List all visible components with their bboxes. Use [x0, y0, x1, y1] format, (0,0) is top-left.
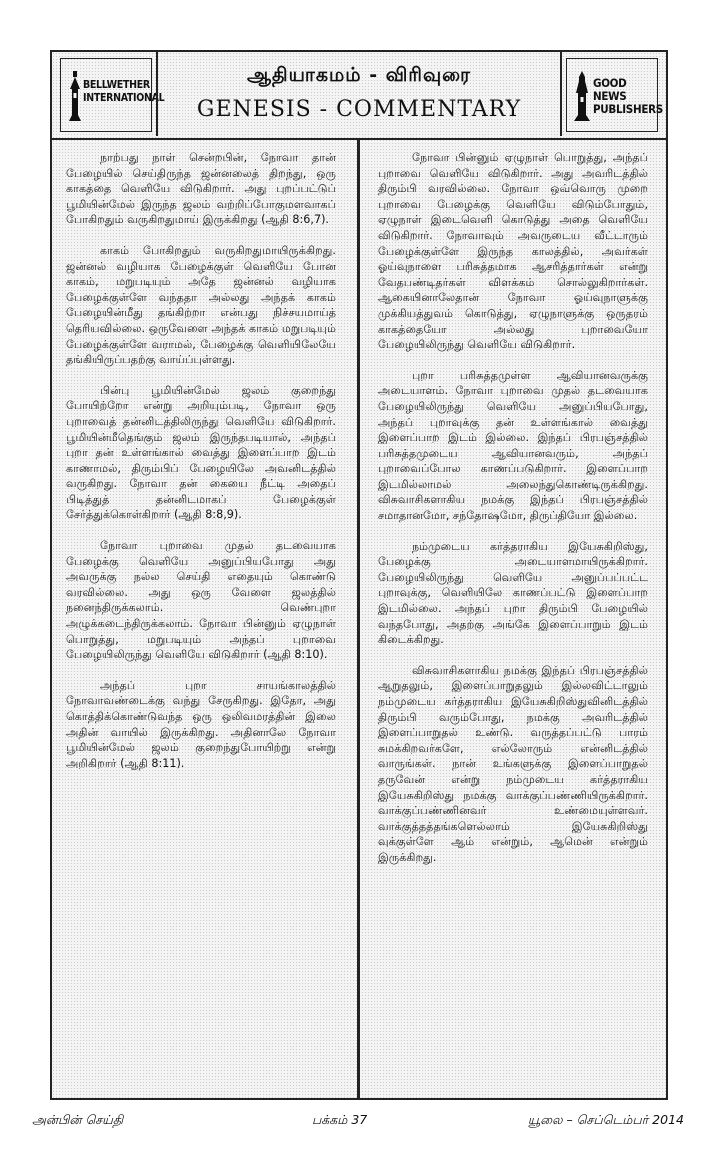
title-tamil: ஆதியாகமம் - விரிவுரை [247, 64, 471, 86]
paragraph: அந்தப் புறா சாயங்காலத்தில் நோவாவண்டைக்கு வந்து சேருகிறது. இதோ, அது கொத்திக்கொண்டுவந்த ஒரு ஒலிவமரத்தின் இலை அதின் வாயில் இருக்கிறது. அதினாலே நோவா பூமியின்மேல் ஜலம் குறைந்துபோயிற்று என்று அறிகிறார் (ஆதி 8:11). [66, 678, 336, 770]
good-news-logo [566, 58, 663, 132]
left-column [66, 150, 336, 786]
footer-issue-date: யூலை – செப்டெம்பர் 2014 [527, 1112, 684, 1127]
paragraph: காகம் போகிறதும் வருகிறதுமாயிருக்கிறது. ஜன்னல் வழியாக பேழைக்குள் வெளியே போன காகம், மறுபடியும் அதே ஜன்னல் வழியாக பேழைக்குள்ளே வந்ததா அல்லது அந்தக் காகம் பேழையின்மீது தங்கிற்றா என்பது நிச்சயமாய்த் தெரியவில்லை. ஒருவேளை அந்தக் காகம் மறுபடியும் பேழைக்குள்ளே வராமல், பேழைக்கு வெளியிலேயே தங்கியிருப்பதற்கு வாய்ப்புள்ளது. [66, 243, 336, 367]
paragraph: நாற்பது நாள் சென்றபின், நோவா தான் பேழையில் செய்திருந்த ஜன்னலைத் திறந்து, ஒரு காகத்தை வெளியே விடுகிறார். அது புறப்பட்டுப் பூமியின்மேல் இருந்த ஜலம் வற்றிப்போகுமளவாகப் போகிறதும் வருகிறதுமாய் இருக்கிறது (ஆதி 8:6,7). [66, 151, 336, 227]
title-english: GENESIS - COMMENTARY [196, 97, 522, 122]
right-column [378, 150, 648, 881]
paragraph: நோவா புறாவை முதல் தடவையாக பேழைக்கு வெளியே அனுப்பியபோது அது அவருக்கு நல்ல செய்தி எதையும் கொண்டு வரவில்லை. அது ஒரு வேளை ஜலத்தில் நனைந்திருக்கலாம். வெண்புறா அழுக்கடைந்திருக்கலாம். நோவா பின்னும் ஏழுநாள் பொறுத்து, மறுபடியும் அந்தப் புறாவை பேழையிலிருந்து வெளியே விடுகிறார் (ஆதி 8:10). [66, 539, 336, 662]
title-area [156, 52, 562, 136]
page-frame [50, 50, 668, 1100]
footer-page-number: பக்கம் 37 [312, 1112, 368, 1127]
bellwether-logo [60, 58, 165, 132]
paragraph: பின்பு பூமியின்மேல் ஜலம் குறைந்து போயிற்றோ என்று அறியும்படி, நோவா ஒரு புறாவைத் தன்னிடத்திலிருந்து வெளியே விடுகிறார். பூமியின்மீதெங்கும் ஜலம் இருந்தபடியால், அந்தப் புறா தன் உள்ளங்கால் வைத்து இளைப்பாற இடம் காணாமல், திரும்பிப் பேழையிலே அவனிடத்தில் வருகிறது. நோவா தன் கையை நீட்டி அதைப் பிடித்துத் தன்னிடமாகப் பேழைக்குள் சேர்த்துக்கொள்கிறார் (ஆதி 8:8,9). [66, 383, 336, 522]
footer-magazine-name: அன்பின் செய்தி [32, 1112, 124, 1127]
bell-tower-icon [67, 71, 83, 121]
paragraph: புறா பரிசுத்தமுள்ள ஆவியானவருக்கு அடையாளம். நோவா புறாவை முதல் தடவையாக பேழையிலிருந்து வெளியே அனுப்பியபோது, அந்தப் புறாவுக்கு தன் உள்ளங்கால் வைத்து இளைப்பாற இடம் இல்லை. இந்தப் பிரபஞ்சத்தில் பரிசுத்தமுடைய ஆவியானவரும், அந்தப் புறாவைப்போல காணப்படுகிறார். இளைப்பாற இடமில்லாமல் அலைந்துகொண்டிருக்கிறது. விசுவாசிகளாகிய நமக்கு இந்தப் பிரபஞ்சத்தில் சமாதானமோ, சந்தோஷமோ, திருப்தியோ இல்லை. [378, 368, 648, 523]
paragraph: நோவா பின்னும் ஏழுநாள் பொறுத்து, அந்தப் புறாவை வெளியே விடுகிறார். அது அவரிடத்தில் திரும்பி வரவில்லை. நோவா ஒவ்வொரு முறை புறாவை பேழைக்கு வெளியே விடும்போதும், ஏழுநாள் இடைவெளி கொடுத்து அதை வெளியே விடுகிறார். நோவாவும் அவருடைய வீட்டாரும் பேழைக்குள்ளே இருந்த காலத்தில், அவர்கள் ஓய்வுநாளை பரிசுத்தமாக ஆசரித்தார்கள் என்று வேதபண்டிதர்கள் விளக்கம் சொல்லுகிறார்கள். ஆகையினாலேதான் நோவா ஓய்வுநாளுக்கு முக்கியத்துவம் கொடுத்து, ஏழுநாளுக்கு ஒருதரம் காகத்தையோ அல்லது புறாவையோ பேழையிலிருந்து வெளியே விடுகிறார். [378, 151, 648, 352]
logo-right-text: GOOD NEWS PUBLISHERS [593, 76, 663, 116]
header [52, 52, 666, 140]
column-divider [357, 138, 360, 1100]
paragraph: நம்முடைய கர்த்தராகிய இயேசுகிறிஸ்து, பேழைக்கு அடையாளமாயிருக்கிறார். பேழையிலிருந்து வெளியே அனுப்பப்பட்ட புறாவுக்கு, வெளியிலே காணப்பட்டு இளைப்பாற இடமில்லை. அந்தப் புறா திரும்பி பேழையில் வந்தபோது, அதற்கு அங்கே இளைப்பாறும் இடம் கிடைக்கிறது. [378, 539, 648, 647]
bell-tower-icon [573, 71, 591, 121]
paragraph: விசுவாசிகளாகிய நமக்கு இந்தப் பிரபஞ்சத்தில் ஆறுதலும், இளைப்பாறுதலும் இல்லவிட்டாலும் நம்முடைய கர்த்தராகிய இயேசுகிறிஸ்துவினிடத்தில் திரும்பி வரும்போது, நமக்கு அவரிடத்தில் இளைப்பாறுதல் உண்டு. வருத்தப்பட்டு பாரம் சுமக்கிறவர்களே, எல்லோரும் என்னிடத்தில் வாருங்கள். நான் உங்களுக்கு இளைப்பாறுதல் தருவேன் என்று நம்முடைய கர்த்தராகிய இயேசுகிறிஸ்து நமக்கு வாக்குப்பண்ணியிருக்கிறார். வாக்குப்பண்ணினவர் உண்மையுள்ளவர். வாக்குத்தத்தங்களெல்லாம் இயேசுகிறிஸ்து வுக்குள்ளே ஆம் என்றும், ஆமென் என்றும் இருக்கிறது. [378, 663, 648, 864]
logo-left-text: BELLWETHER INTERNATIONAL [83, 79, 165, 104]
